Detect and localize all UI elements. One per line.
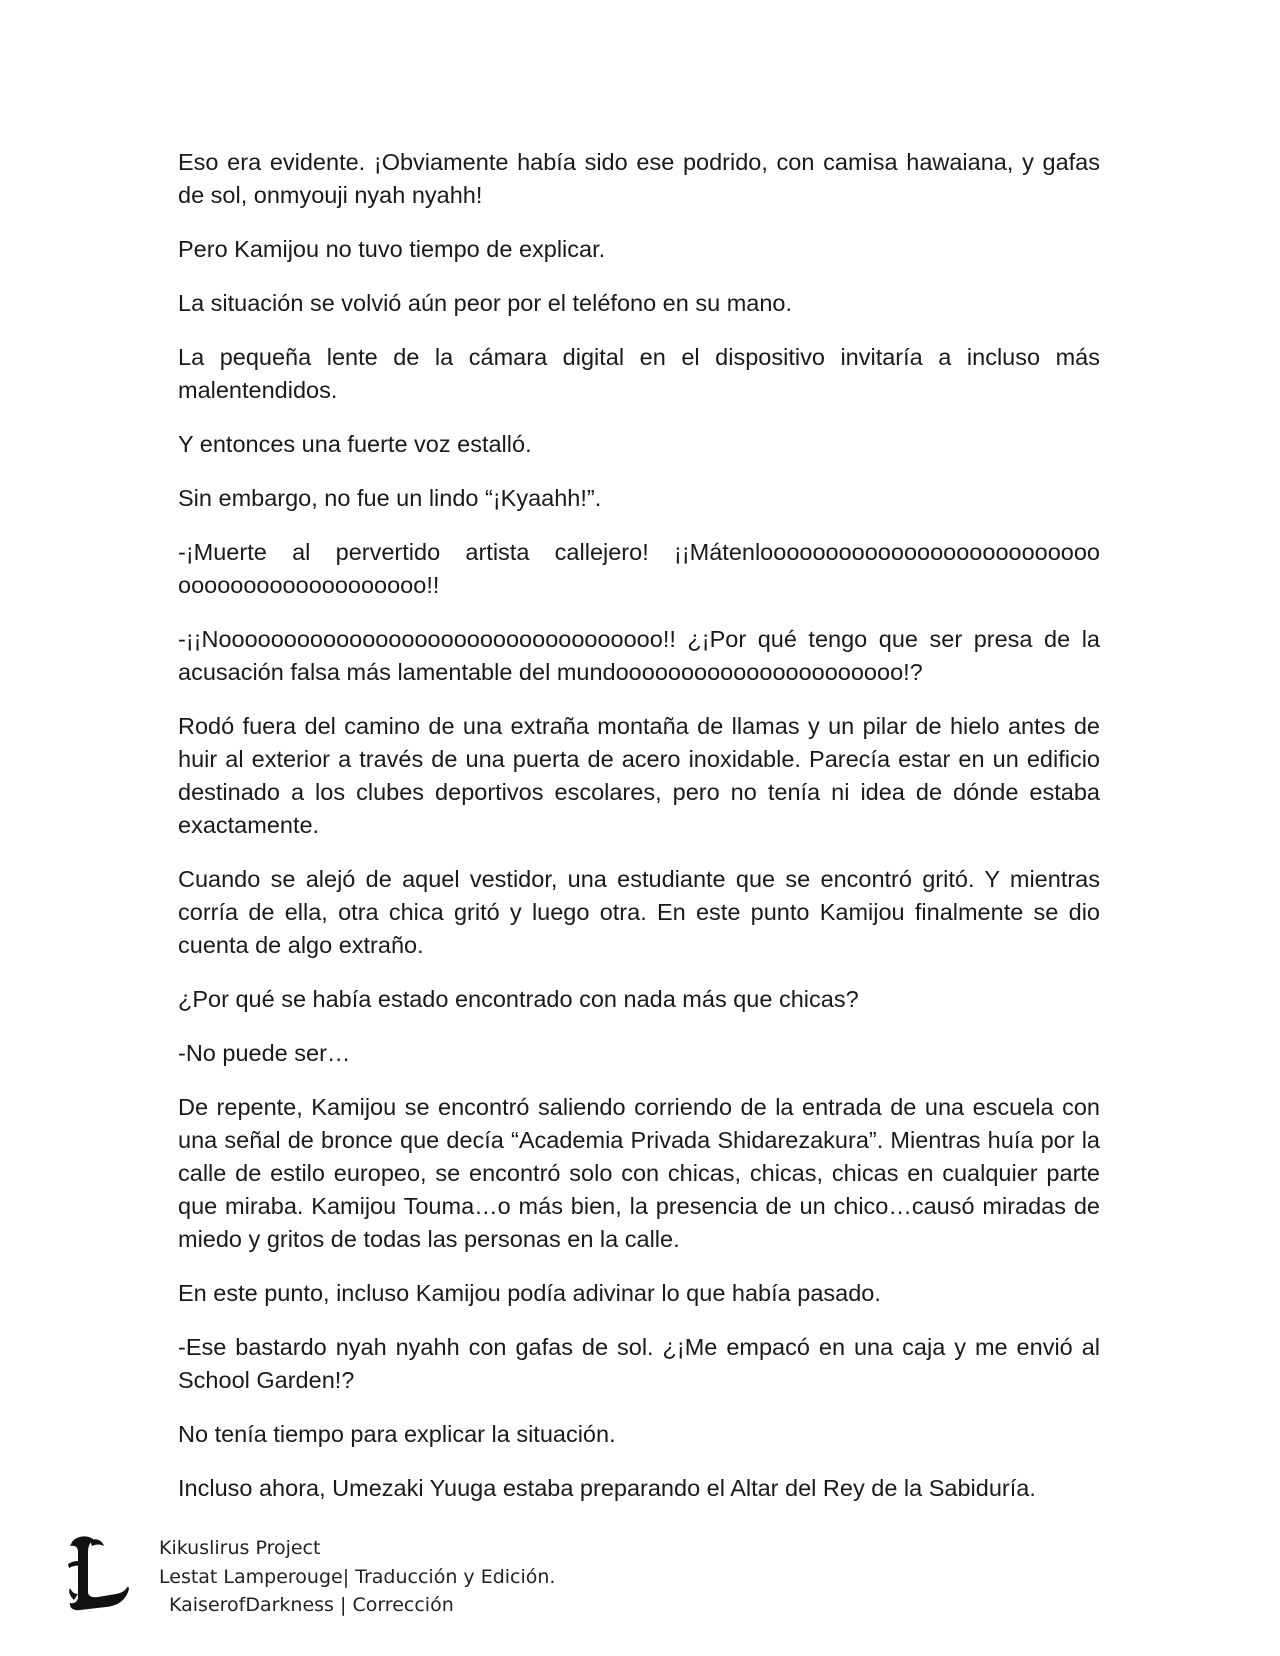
paragraph: Cuando se alejó de aquel vestidor, una estudiante que se encontró gritó. Y mientras corría de ella, otra chica gritó y luego otra. En este punto Kamijou finalmente se dio cuenta de algo extraño. (178, 866, 1100, 958)
credits-footer (66, 1534, 666, 1634)
paragraph: La situación se volvió aún peor por el teléfono en su mano. (178, 290, 793, 316)
paragraph: -Ese bastardo nyah nyahh con gafas de sol. ¿¡Me empacó en una caja y me envió al School Garden!? (178, 1334, 1100, 1393)
paragraph: -¡Muerte al pervertido artista callejero! ¡¡Mátenloooooooooooooooooooooooooo ooooooooooooooooooo!! (178, 539, 1100, 598)
paragraph: -No puede ser… (178, 1040, 351, 1066)
paragraph: En este punto, incluso Kamijou podía adivinar lo que había pasado. (178, 1280, 881, 1306)
paragraph: Sin embargo, no fue un lindo “¡Kyaahh!”. (178, 485, 602, 511)
paragraph: Incluso ahora, Umezaki Yuuga estaba preparando el Altar del Rey de la Sabiduría. (178, 1475, 1036, 1501)
paragraph: Eso era evidente. ¡Obviamente había sido ese podrido, con camisa hawaiana, y gafas de sol, onmyouji nyah nyahh! (178, 149, 1100, 208)
paragraph: Y entonces una fuerte voz estalló. (178, 431, 532, 457)
credits-text (159, 1534, 555, 1620)
paragraph: De repente, Kamijou se encontró saliendo corriendo de la entrada de una escuela con una señal de bronce que decía “Academia Privada Shidarezakura”. Mientras huía por la calle de estilo europeo, se encontró solo con chicas, chicas, chicas en cualquier parte que miraba. Kamijou Touma…o más bien, la presencia de un chico…causó miradas de miedo y gritos de todas las personas en la calle. (178, 1094, 1100, 1252)
credits-line-translation: Lestat Lamperouge| Traducción y Edición. (159, 1565, 556, 1588)
paragraph: Pero Kamijou no tuvo tiempo de explicar. (178, 236, 606, 262)
page-body (178, 146, 1100, 1526)
paragraph: ¿Por qué se había estado encontrado con nada más que chicas? (178, 986, 859, 1012)
paragraph: La pequeña lente de la cámara digital en el dispositivo invitaría a incluso más malentendidos. (178, 344, 1100, 403)
paragraph: -¡¡Noooooooooooooooooooooooooooooooooo!! ¿¡Por qué tengo que ser presa de la acusación falsa más lamentable del mundoooooooooooooooooooooo!? (178, 626, 1100, 685)
credits-line-project: Kikuslirus Project (159, 1537, 321, 1559)
gothic-letter-l-icon (66, 1534, 130, 1612)
credits-line-correction: KaiserofDarkness | Corrección (169, 1594, 454, 1616)
paragraph: No tenía tiempo para explicar la situación. (178, 1421, 616, 1447)
paragraph: Rodó fuera del camino de una extraña montaña de llamas y un pilar de hielo antes de huir al exterior a través de una puerta de acero inoxidable. Parecía estar en un edificio destinado a los clubes deportivos escolares, pero no tenía ni idea de dónde estaba exactamente. (178, 713, 1100, 838)
